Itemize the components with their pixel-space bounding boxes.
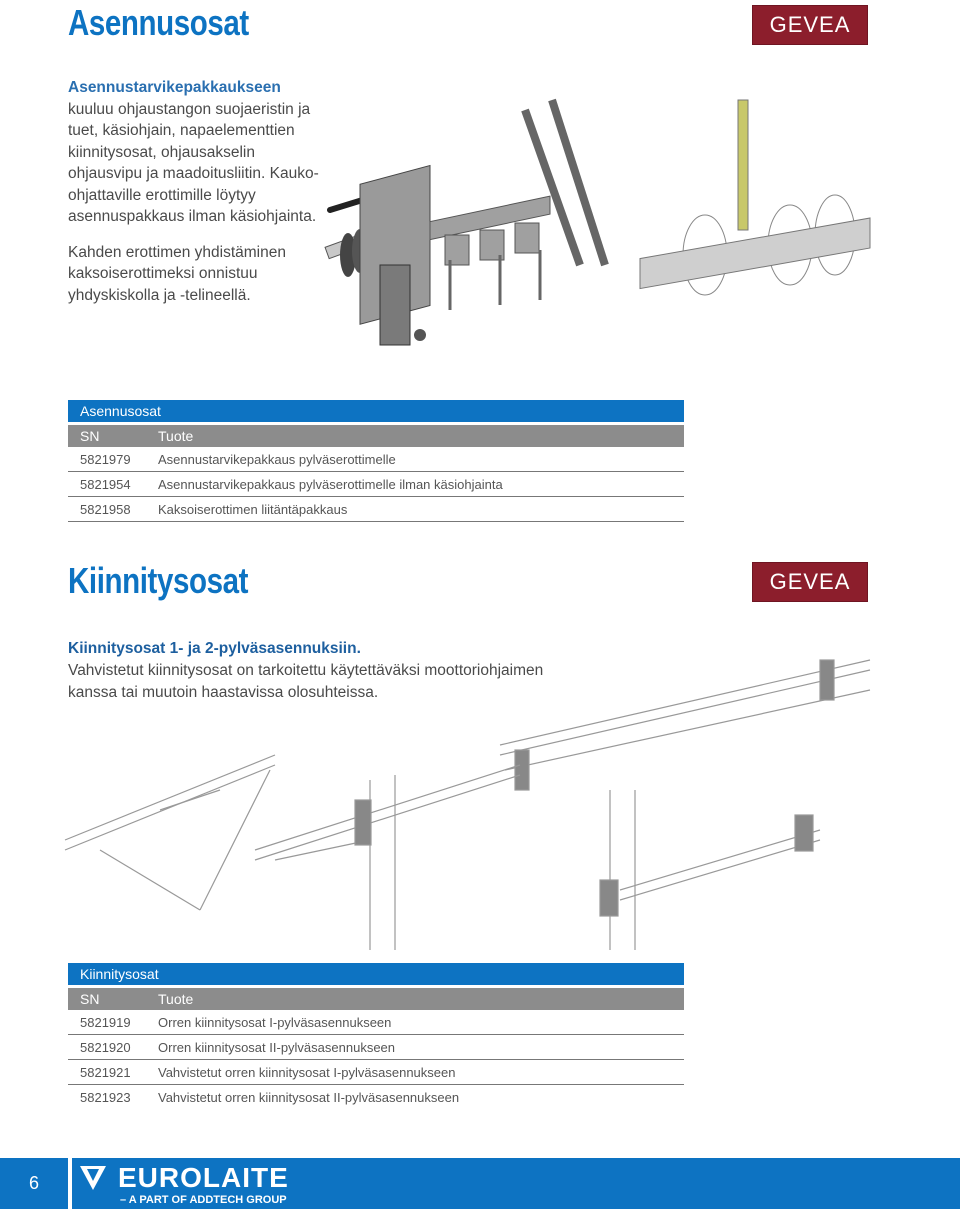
- row-sn: 5821958: [80, 502, 131, 517]
- table-column-header: [68, 425, 684, 447]
- table-row: [68, 447, 684, 472]
- column-product: Tuote: [158, 428, 194, 444]
- column-sn: SN: [80, 428, 100, 444]
- table-row: [68, 1085, 684, 1109]
- row-sn: 5821954: [80, 477, 131, 492]
- company-tagline: – A PART OF ADDTECH GROUP: [120, 1194, 287, 1206]
- row-product: Orren kiinnitysosat I-pylväsasennukseen: [158, 1015, 392, 1030]
- row-product: Asennustarvikepakkaus pylväserottimelle ilman käsiohjainta: [158, 477, 503, 492]
- disconnector-sketch: [640, 195, 870, 295]
- row-sn: 5821923: [80, 1090, 131, 1105]
- footer-bar: [72, 1158, 960, 1209]
- eurolaite-logo-icon: [80, 1166, 106, 1190]
- crossarm-right: [500, 660, 870, 790]
- row-product: Asennustarvikepakkaus pylväserottimelle: [158, 452, 396, 467]
- table-heading: Kiinnitysosat: [68, 963, 684, 985]
- row-sn: 5821921: [80, 1065, 131, 1080]
- column-product: Tuote: [158, 991, 194, 1007]
- gevea-logo: GEVEA: [752, 5, 868, 45]
- company-name: EUROLAITE: [118, 1162, 289, 1193]
- page-number: 6: [28, 1173, 39, 1193]
- section-title-asennusosat: Asennusosat: [68, 2, 249, 43]
- row-sn: 5821979: [80, 452, 131, 467]
- intro-paragraph-2: Kahden erottimen yhdistäminen kaksoiserottimeksi onnistuu yhdyskiskolla ja -telineellä.: [68, 243, 286, 304]
- page-number-box: [0, 1158, 68, 1209]
- row-product: Kaksoiserottimen liitäntäpakkaus: [158, 502, 348, 517]
- table-column-header: [68, 988, 684, 1010]
- row-sn: 5821919: [80, 1015, 131, 1030]
- table-heading: Asennusosat: [68, 400, 684, 422]
- table-row: [68, 1060, 684, 1085]
- table-row: [68, 497, 684, 522]
- section2-text: Vahvistetut kiinnitysosat on tarkoitettu käytettäväksi moottoriohjaimen kanssa tai muutoin haastavissa olosuhteissa.: [68, 662, 544, 701]
- crossarm-left: [65, 755, 275, 910]
- table-row: [68, 1035, 684, 1060]
- row-sn: 5821920: [80, 1040, 131, 1055]
- row-product: Vahvistetut orren kiinnitysosat I-pylväsasennukseen: [158, 1065, 456, 1080]
- mounting-kit-illustration: [320, 95, 880, 375]
- intro-rest: kuuluu ohjaustangon suojaeristin ja tuet, käsiohjain, napaelementtien kiinnitysosat, ohjausakselin ohjausvipu ja maadoitusliitin. Kauko-ohjattaville erottimille löytyy asennuspakkaus ilman käsiohjainta.: [68, 100, 319, 225]
- kiinnitysosat-table: [68, 963, 684, 1109]
- intro-paragraph-1: [68, 77, 328, 228]
- crossarm-middle: [255, 765, 520, 950]
- bracket-shapes: [430, 196, 550, 310]
- asennusosat-table: [68, 400, 684, 522]
- intro-text: [68, 77, 328, 320]
- row-product: Vahvistetut orren kiinnitysosat II-pylväsasennukseen: [158, 1090, 460, 1105]
- intro-bold: Asennustarvikepakkaukseen: [68, 79, 281, 96]
- column-sn: SN: [80, 991, 100, 1007]
- grounding-strap: [738, 100, 748, 230]
- table-row: [68, 1010, 684, 1035]
- section-title-kiinnitysosat: Kiinnitysosat: [68, 560, 249, 601]
- table-row: [68, 472, 684, 497]
- gevea-logo: GEVEA: [752, 562, 868, 602]
- section2-subtitle: Kiinnitysosat 1- ja 2-pylväsasennuksiin.: [68, 640, 361, 657]
- crossarm-mounting-illustration: [60, 650, 890, 950]
- row-product: Orren kiinnitysosat II-pylväsasennukseen: [158, 1040, 396, 1055]
- pole-right: [600, 790, 820, 950]
